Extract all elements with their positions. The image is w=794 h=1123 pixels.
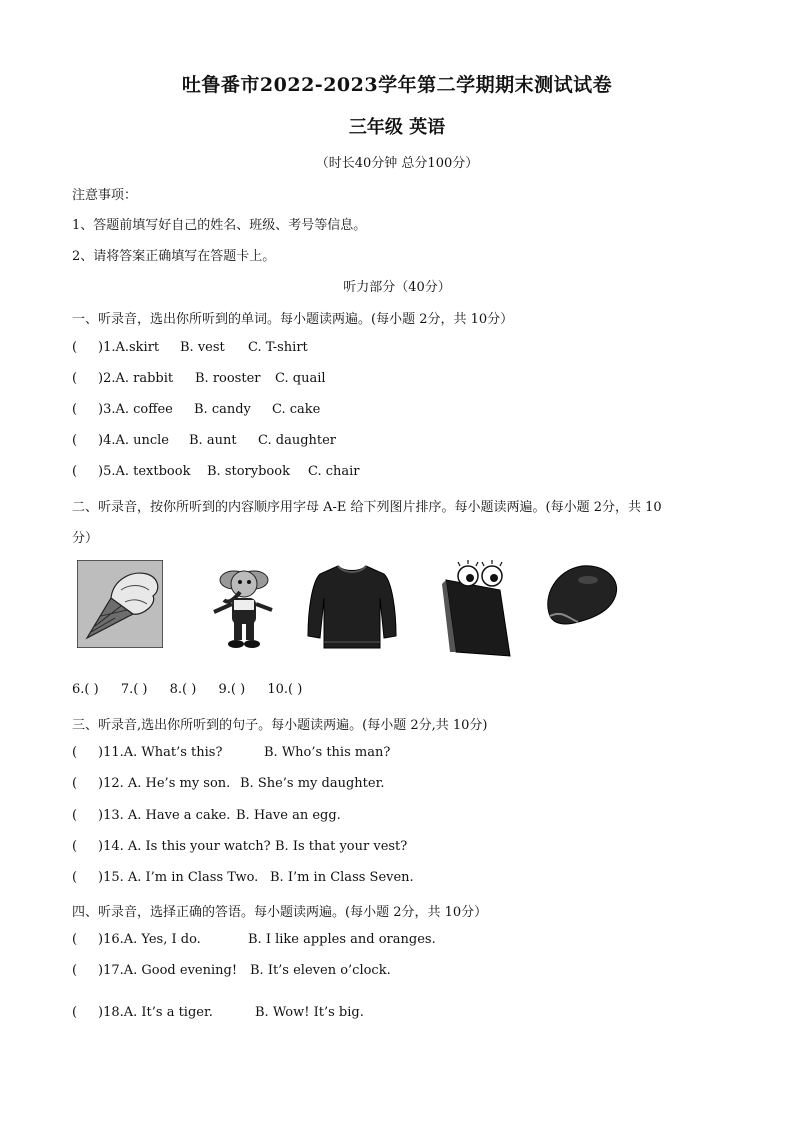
option-a: )14. A. Is this your watch? bbox=[98, 839, 271, 854]
exam-title: 吐鲁番市2022-2023学年第二学期期末测试试卷 bbox=[181, 74, 613, 96]
answer-paren[interactable]: ( bbox=[72, 870, 78, 885]
option-a: )11.A. What’s this? bbox=[98, 745, 223, 760]
answer-paren[interactable]: ( bbox=[72, 371, 78, 386]
option-a: )5.A. textbook bbox=[98, 464, 191, 479]
picture-answer-row bbox=[72, 682, 320, 697]
question-1 bbox=[72, 340, 308, 355]
answer-paren[interactable]: ( bbox=[72, 932, 78, 947]
exam-duration-score: （时长40分钟 总分100分） bbox=[315, 156, 479, 171]
option-a: )15. A. I’m in Class Two. bbox=[98, 870, 259, 885]
question-12 bbox=[72, 776, 385, 791]
answer-paren[interactable]: ( bbox=[72, 808, 78, 823]
option-a: )16.A. Yes, I do. bbox=[98, 932, 201, 947]
section2-heading-line2: 分） bbox=[72, 531, 99, 546]
section3-heading: 三、听录音,选出你所听到的句子。每小题读两遍。(每小题 2分,共 10分) bbox=[72, 718, 488, 733]
answer-paren[interactable]: ( bbox=[72, 963, 78, 978]
question-11 bbox=[72, 745, 391, 760]
mango-icon bbox=[542, 560, 622, 630]
notes-heading: 注意事项： bbox=[72, 188, 138, 203]
answer-paren[interactable]: ( bbox=[72, 340, 78, 355]
book-icon bbox=[438, 560, 522, 660]
answer-paren[interactable]: ( bbox=[72, 839, 78, 854]
question-3 bbox=[72, 402, 321, 417]
answer-slot-10[interactable]: 10.( ) bbox=[267, 682, 303, 697]
exam-subtitle: 三年级 英语 bbox=[348, 117, 446, 138]
answer-paren[interactable]: ( bbox=[72, 464, 78, 479]
listening-heading: 听力部分（40分） bbox=[343, 280, 451, 295]
option-b: B. She’s my daughter. bbox=[240, 776, 385, 791]
option-b: B. Is that your vest? bbox=[275, 839, 408, 854]
option-b: B. storybook bbox=[207, 464, 290, 479]
option-b: B. Who’s this man? bbox=[264, 745, 391, 760]
option-a: )4.A. uncle bbox=[98, 433, 170, 448]
option-a: )13. A. Have a cake. bbox=[98, 808, 231, 823]
question-13 bbox=[72, 808, 341, 823]
question-2 bbox=[72, 371, 326, 386]
section4-heading: 四、听录音，选择正确的答语。每小题读两遍。(每小题 2分，共 10分） bbox=[72, 905, 488, 920]
answer-slot-9[interactable]: 9.( ) bbox=[218, 682, 246, 697]
option-b: B. Wow! It’s big. bbox=[255, 1005, 364, 1020]
option-b: B. candy bbox=[194, 402, 251, 417]
section1-heading: 一、听录音，选出你所听到的单词。每小题读两遍。(每小题 2分，共 10分） bbox=[72, 312, 514, 327]
section2-heading-line1: 二、听录音，按你所听到的内容顺序用字母 A-E 给下列图片排序。每小题读两遍。(每小题 2分，共 10 bbox=[72, 500, 662, 515]
answer-slot-8[interactable]: 8.( ) bbox=[169, 682, 197, 697]
answer-slot-7[interactable]: 7.( ) bbox=[120, 682, 148, 697]
answer-paren[interactable]: ( bbox=[72, 1005, 78, 1020]
picture-row bbox=[70, 560, 630, 670]
option-a: )17.A. Good evening! bbox=[98, 963, 238, 978]
option-a: )3.A. coffee bbox=[98, 402, 173, 417]
option-c: C. daughter bbox=[258, 433, 337, 448]
sweater-icon bbox=[304, 560, 400, 652]
answer-paren[interactable]: ( bbox=[72, 745, 78, 760]
elephant-icon bbox=[198, 560, 280, 652]
answer-paren[interactable]: ( bbox=[72, 433, 78, 448]
option-c: C. cake bbox=[272, 402, 321, 417]
option-b: B. I’m in Class Seven. bbox=[270, 870, 414, 885]
note-item-2: 2、请将答案正确填写在答题卡上。 bbox=[72, 249, 276, 264]
ice-cream-icon bbox=[77, 560, 163, 648]
option-b: B. aunt bbox=[189, 433, 237, 448]
question-15 bbox=[72, 870, 414, 885]
option-c: C. T-shirt bbox=[248, 340, 308, 355]
question-17 bbox=[72, 963, 391, 978]
question-4 bbox=[72, 433, 337, 448]
option-b: B. It’s eleven o’clock. bbox=[250, 963, 391, 978]
note-item-1: 1、答题前填写好自己的姓名、班级、考号等信息。 bbox=[72, 218, 367, 233]
question-18 bbox=[72, 1005, 364, 1020]
answer-paren[interactable]: ( bbox=[72, 402, 78, 417]
option-b: B. I like apples and oranges. bbox=[248, 932, 436, 947]
option-b: B. Have an egg. bbox=[236, 808, 341, 823]
question-14 bbox=[72, 839, 408, 854]
option-a: )2.A. rabbit bbox=[98, 371, 174, 386]
option-c: C. quail bbox=[275, 371, 326, 386]
option-b: B. vest bbox=[180, 340, 225, 355]
option-b: B. rooster bbox=[195, 371, 261, 386]
option-c: C. chair bbox=[308, 464, 360, 479]
question-16 bbox=[72, 932, 436, 947]
option-a: )1.A.skirt bbox=[98, 340, 160, 355]
answer-slot-6[interactable]: 6.( ) bbox=[72, 682, 99, 697]
question-5 bbox=[72, 464, 360, 479]
option-a: )18.A. It’s a tiger. bbox=[98, 1005, 213, 1020]
answer-paren[interactable]: ( bbox=[72, 776, 78, 791]
option-a: )12. A. He’s my son. bbox=[98, 776, 231, 791]
